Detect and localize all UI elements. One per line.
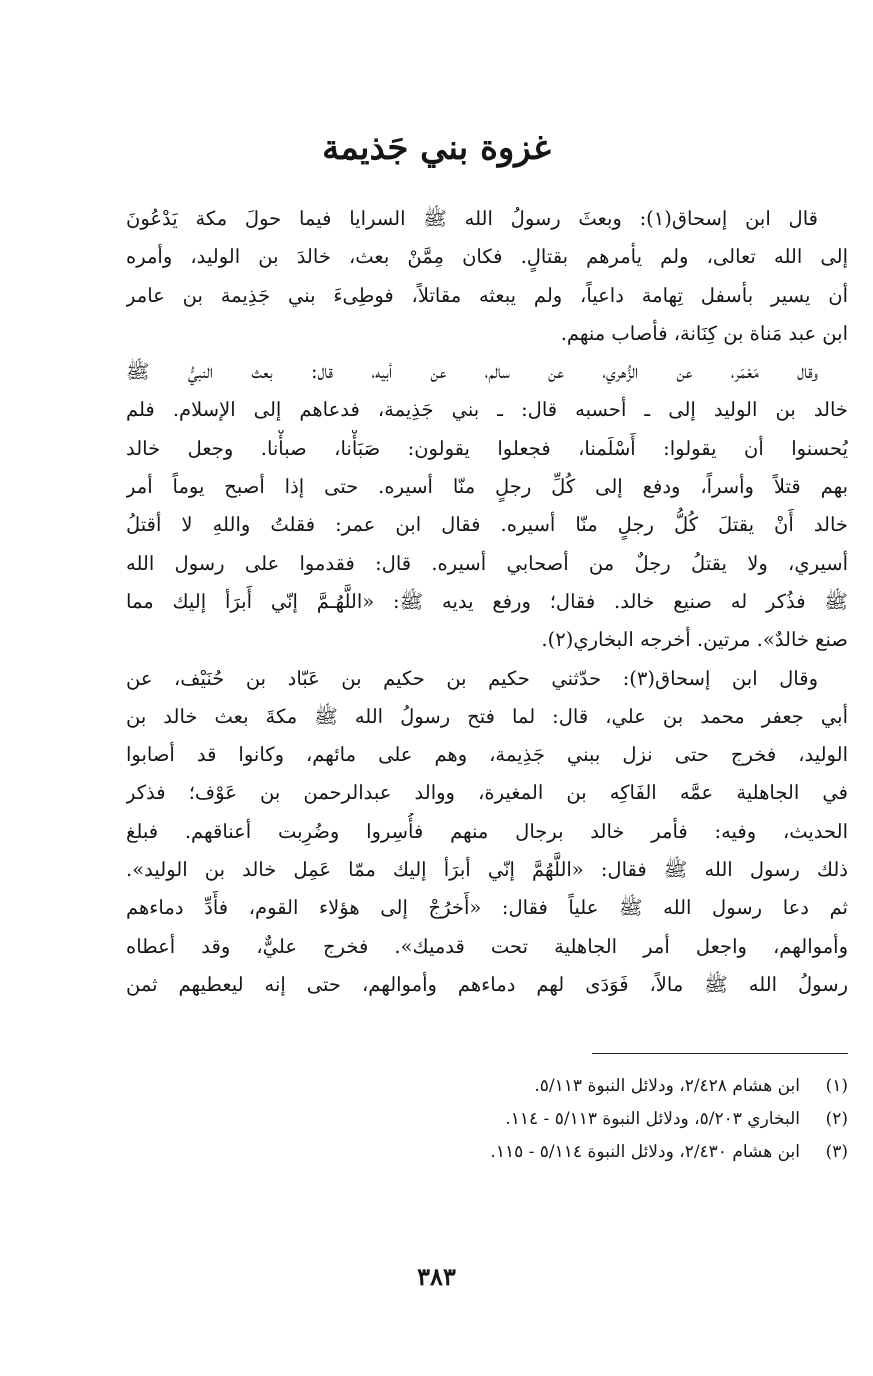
text-line: إلى الله تعالى، ولم يأمرهم بقتالٍ. فكان مِمَّنْ بعث، خالدَ بن الوليد، وأمره <box>126 245 848 269</box>
text-line: بهم قتلاً وأسراً، ودفع إلى كُلِّ رجلٍ منّا أسيره. حتى إذا أصبح يوماً أمر <box>126 475 848 499</box>
text-line: صنع خالدٌ». مرتين. أخرجه البخاري(٢). <box>541 628 848 652</box>
text-line: ثم دعا رسول الله ﷺ علياً فقال: «أَخرُجْ إلى هؤلاء القوم، فأَدِّ دماءهم <box>126 896 848 920</box>
text-line: وقال ابن إسحاق(٣): حدّثني حكيم بن حكيم بن عَبّاد بن حُنَيْف، عن <box>126 666 818 690</box>
paragraph <box>126 660 848 1005</box>
text-line: وأموالهم، واجعل أمر الجاهلية تحت قدميك». فخرج عليٌّ، وقد أعطاه <box>126 934 848 958</box>
text-line: خالد بن الوليد إلى ـ أحسبه قال: ـ بني جَذِيمة، فدعاهم إلى الإسلام. فلم <box>126 398 848 422</box>
footnote-text: البخاري ٥/٢٠٣، ودلائل النبوة ٥/١١٣ - ١١٤. <box>505 1109 800 1129</box>
text-line: ابن عبد مَناة بن كِنَانة، فأصاب منهم. <box>560 321 848 345</box>
footnote <box>300 1070 848 1103</box>
text-line: الحديث، وفيه: فأمر خالد برجال منهم فأُسِروا وضُرِبت أعناقهم. فبلغ <box>126 819 848 843</box>
footnote-number: (٣) <box>825 1142 848 1162</box>
text-line: خالد أَنْ يقتلَ كُلُّ رجلٍ منّا أسيره. فقال ابن عمر: فقلتُ واللهِ لا أقتلُ <box>126 513 848 537</box>
text-line: أبي جعفر محمد بن علي، قال: لما فتح رسولُ الله ﷺ مكةَ بعث خالد بن <box>126 704 848 728</box>
footnote-number: (٢) <box>825 1109 848 1129</box>
text-line: ذلك رسول الله ﷺ فقال: «اللَّهُمَّ إنّي أبرَأ إليك ممّا عَمِل خالد بن الوليد». <box>126 858 848 882</box>
text-line: قال ابن إسحاق(١): وبعثَ رسولُ الله ﷺ السرايا فيما حولَ مكة يَدْعُونَ <box>126 207 818 230</box>
text-line: في الجاهلية عمَّه الفَاكِه بن المغيرة، ووالد عبدالرحمن بن عَوْف؛ فذكر <box>126 781 848 805</box>
chapter-title: غزوة بني جَذيمة <box>322 128 551 168</box>
footnote-number: (١) <box>825 1076 848 1096</box>
text-line: أن يسير بأسفل تِهامة داعياً، ولم يبعثه مقاتلاً، فوطِىءَ بني جَذِيمة بن عامر <box>126 283 848 307</box>
footnote <box>300 1136 848 1169</box>
text-line: وقال مَعْمَر، عن الزُّهري، عن سالم، عن أبيه، قال: بعث النبيُّ ﷺ <box>126 360 818 384</box>
text-line: أسيري، ولا يقتلُ رجلٌ من أصحابي أسيره. قال: فقدموا على رسول الله <box>126 551 848 575</box>
text-line: الوليد، فخرج حتى نزل ببني جَذِيمة، وهم على مائهم، وكانوا قد أصابوا <box>126 743 848 767</box>
footnote-text: ابن هشام ٢/٤٢٨، ودلائل النبوة ٥/١١٣. <box>534 1076 800 1096</box>
footnotes <box>300 1070 848 1169</box>
footnote <box>300 1103 848 1136</box>
paragraph <box>126 353 848 659</box>
text-line: ﷺ فذُكر له صنيع خالد. فقال؛ ورفع يديه ﷺ: «اللَّهُـمَّ إنّي أَبرَأ إليك مما <box>126 589 848 613</box>
body-text <box>126 200 848 1004</box>
text-line: يُحسنوا أن يقولوا: أَسْلَمنا، فجعلوا يقولون: صَبَأْنا، صبأْنا. وجعل خالد <box>126 436 848 460</box>
footnote-text: ابن هشام ٢/٤٣٠، ودلائل النبوة ٥/١١٤ - ١١٥. <box>490 1142 800 1162</box>
page-number: ٣٨٣ <box>417 1262 456 1291</box>
text-line: رسولُ الله ﷺ مالاً، فَوَدَى لهم دماءهم وأموالهم، حتى إنه ليعطيهم ثمن <box>126 972 848 996</box>
paragraph <box>126 200 848 353</box>
footnote-separator <box>592 1053 848 1054</box>
